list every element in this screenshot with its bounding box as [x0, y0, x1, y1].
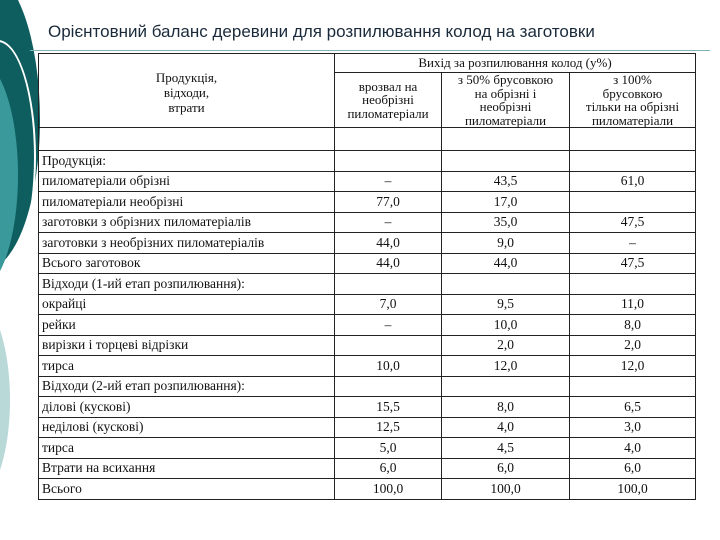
row-value — [570, 151, 696, 172]
row-value: 43,5 — [442, 171, 570, 192]
row-value: – — [335, 171, 442, 192]
row-label: Всього — [39, 479, 335, 500]
row-label: тирса — [39, 356, 335, 377]
stub-header-line: відходи, — [163, 85, 210, 100]
row-value — [335, 376, 442, 397]
table-row — [39, 212, 696, 233]
table-row — [39, 171, 696, 192]
stub-header-line: втрати — [168, 100, 205, 115]
row-value: 47,5 — [570, 212, 696, 233]
group-header: Вихід за розпилювання колод (у%) — [335, 54, 696, 73]
row-value: 47,5 — [570, 253, 696, 274]
slide-title: Орієнтовний баланс деревини для розпилювання колод на заготовки — [48, 22, 595, 41]
row-label: Всього заготовок — [39, 253, 335, 274]
column-header-razval — [335, 73, 442, 128]
row-value: 100,0 — [442, 479, 570, 500]
row-value: 100,0 — [335, 479, 442, 500]
table-row — [39, 376, 696, 397]
table-body — [39, 151, 696, 500]
row-value: 6,0 — [335, 458, 442, 479]
row-value — [335, 151, 442, 172]
row-value: 6,5 — [570, 397, 696, 418]
row-label: Продукція: — [39, 151, 335, 172]
row-value: 9,0 — [442, 233, 570, 254]
row-label: Відходи (1-ий етап розпилювання): — [39, 274, 335, 295]
table-row — [39, 151, 696, 172]
row-value — [442, 151, 570, 172]
row-value — [570, 376, 696, 397]
row-label: тирса — [39, 438, 335, 459]
balance-table — [38, 53, 696, 500]
row-label: вирізки і торцеві відрізки — [39, 335, 335, 356]
row-value: 11,0 — [570, 294, 696, 315]
row-value: 61,0 — [570, 171, 696, 192]
row-value: – — [570, 233, 696, 254]
column-header-50-brusovka — [442, 73, 570, 128]
column-header-100-brusovka — [570, 73, 696, 128]
row-value: 35,0 — [442, 212, 570, 233]
row-label: пиломатеріали обрізні — [39, 171, 335, 192]
row-value: 12,0 — [570, 356, 696, 377]
row-label: окрайці — [39, 294, 335, 315]
row-label: неділові (кускові) — [39, 417, 335, 438]
row-value: 44,0 — [335, 233, 442, 254]
column-header-line: необрізні — [479, 99, 532, 114]
row-value — [442, 274, 570, 295]
column-header-line: з 100% — [613, 72, 652, 87]
column-header-line: на обрізні і — [474, 85, 537, 101]
table-row — [39, 479, 696, 500]
column-header-line: брусовкою — [602, 85, 663, 101]
row-value: 2,0 — [570, 335, 696, 356]
column-header-line: необрізні — [362, 92, 414, 108]
row-label: Втрати на всихання — [39, 458, 335, 479]
row-value: 10,0 — [442, 315, 570, 336]
row-value: 4,5 — [442, 438, 570, 459]
title-divider — [30, 50, 710, 51]
row-label: заготовки з обрізних пиломатеріалів — [39, 212, 335, 233]
table-row — [39, 315, 696, 336]
stub-header — [39, 54, 335, 128]
table-row — [39, 356, 696, 377]
row-value: 6,0 — [570, 458, 696, 479]
row-value: 100,0 — [570, 479, 696, 500]
row-value — [570, 192, 696, 213]
row-value — [570, 274, 696, 295]
row-value: 4,0 — [442, 417, 570, 438]
row-value: 3,0 — [570, 417, 696, 438]
row-value: 15,5 — [335, 397, 442, 418]
table-row — [39, 233, 696, 254]
row-label: Відходи (2-ий етап розпилювання): — [39, 376, 335, 397]
table-row — [39, 192, 696, 213]
row-value: 8,0 — [570, 315, 696, 336]
stub-header-line: Продукція, — [155, 70, 218, 85]
row-value: 7,0 — [335, 294, 442, 315]
row-value — [442, 376, 570, 397]
row-label: пиломатеріали необрізні — [39, 192, 335, 213]
row-value: 6,0 — [442, 458, 570, 479]
table-row — [39, 335, 696, 356]
column-header-line: врозвал на — [358, 78, 418, 94]
row-label: заготовки з необрізних пиломатеріалів — [39, 233, 335, 254]
header-spacer-row — [39, 128, 696, 151]
row-value: 5,0 — [335, 438, 442, 459]
row-value: 12,0 — [442, 356, 570, 377]
row-value: 77,0 — [335, 192, 442, 213]
row-value: – — [335, 315, 442, 336]
column-header-line: пиломатеріали — [591, 112, 674, 128]
row-value: – — [335, 212, 442, 233]
table-row — [39, 274, 696, 295]
row-value: 4,0 — [570, 438, 696, 459]
table-row — [39, 438, 696, 459]
row-value — [335, 335, 442, 356]
row-value: 10,0 — [335, 356, 442, 377]
table-row — [39, 458, 696, 479]
row-value: 8,0 — [442, 397, 570, 418]
column-header-line: пиломатеріали — [464, 112, 547, 128]
table-row — [39, 253, 696, 274]
row-value: 12,5 — [335, 417, 442, 438]
row-value — [335, 274, 442, 295]
column-header-line: тільки на обрізні — [585, 99, 680, 114]
table-row — [39, 417, 696, 438]
row-label: ділові (кускові) — [39, 397, 335, 418]
row-value: 2,0 — [442, 335, 570, 356]
decor-lower-shape — [0, 300, 10, 500]
row-value: 44,0 — [442, 253, 570, 274]
row-value: 44,0 — [335, 253, 442, 274]
column-header-line: з 50% брусовкою — [457, 72, 554, 87]
row-value: 9,5 — [442, 294, 570, 315]
column-header-line: пиломатеріали — [347, 105, 429, 121]
row-value: 17,0 — [442, 192, 570, 213]
table-row — [39, 294, 696, 315]
table-row — [39, 397, 696, 418]
row-label: рейки — [39, 315, 335, 336]
